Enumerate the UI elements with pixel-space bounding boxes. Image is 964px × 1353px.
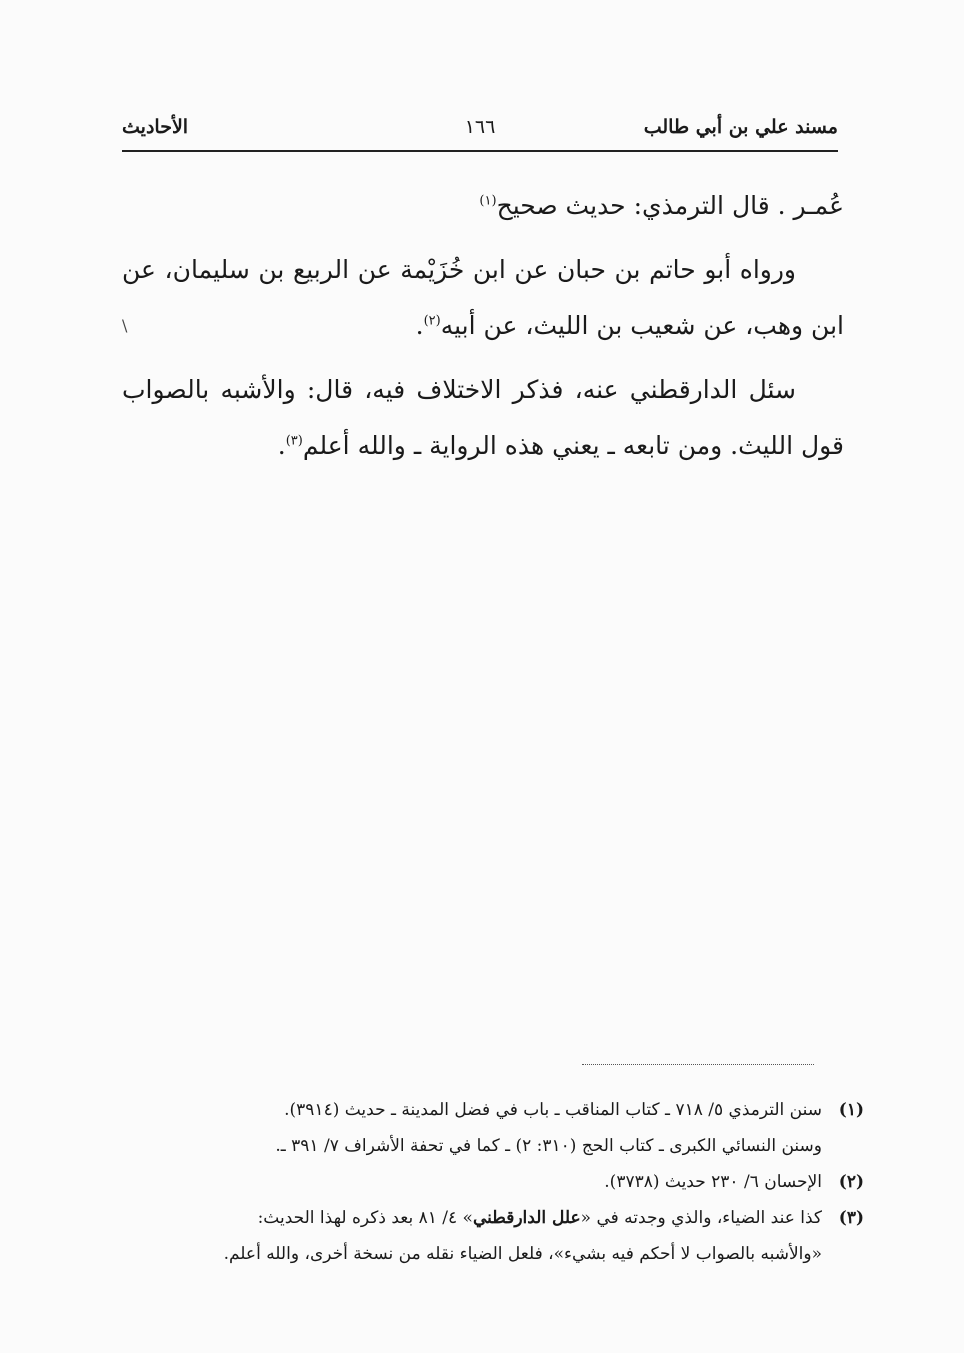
margin-mark: \ — [122, 316, 128, 335]
header-rule — [122, 150, 838, 152]
footnote-separator — [582, 1064, 814, 1065]
paragraph-2 — [122, 242, 844, 354]
footnote-3-text-a: كذا عند الضياء، والذي وجدته في « — [580, 1208, 822, 1228]
page-number: ١٦٦ — [464, 116, 496, 138]
footnote-ref-3: (٣) — [285, 433, 303, 449]
paragraph-1-text: عُمـر . قال الترمذي: حديث صحيح — [496, 191, 844, 220]
section-title: الأحاديث — [122, 116, 189, 138]
footnote-3-text-b: » ٤/ ٨١ بعد ذكره لهذا الحديث: — [257, 1208, 473, 1228]
footnote-2-line-1: الإحسان ٦/ ٢٣٠ حديث (٣٧٣٨). — [604, 1172, 822, 1192]
footnote-1-line-2: وسنن النسائي الكبرى ـ كتاب الحج (٣١٠: ٢) ـ كما في تحفة الأشراف ٧/ ٣٩١ ـ. — [275, 1136, 822, 1156]
main-text — [122, 178, 844, 482]
footnote-1-line-1: سنن الترمذي ٥/ ٧١٨ ـ كتاب المناقب ـ باب في فضل المدينة ـ حديث (٣٩١٤). — [284, 1100, 822, 1120]
footnote-number: (١) — [838, 1100, 864, 1120]
footnote-3-line-2: «والأشبه بالصواب لا أحكم فيه بشيء»، فلعل الضياء نقله من نسخة أخرى، والله أعلم. — [223, 1244, 822, 1264]
footnote-3-line-1 — [140, 1200, 822, 1236]
footnote-number: (٢) — [838, 1172, 864, 1192]
footnotes — [140, 1092, 864, 1272]
paragraph-3-end: . — [277, 431, 286, 460]
paragraph-1 — [122, 178, 844, 234]
footnote-2 — [140, 1164, 864, 1200]
paragraph-2-text: ورواه أبو حاتم بن حبان عن ابن خُزَيْمة عن الربيع بن سليمان، عن ابن وهب، عن شعيب بن الليث، عن أبيه — [122, 255, 844, 340]
paragraph-3 — [122, 362, 844, 474]
footnote-3 — [140, 1200, 864, 1272]
book-title: مسند علي بن أبي طالب — [643, 116, 838, 138]
paragraph-3-text: سئل الدارقطني عنه، فذكر الاختلاف فيه، قال: والأشبه بالصواب قول الليث. ومن تابعه ـ يعني هذه الرواية ـ والله أعلم — [122, 375, 844, 460]
paragraph-2-end: . — [415, 311, 424, 340]
cited-work-title: علل الدارقطني — [472, 1208, 581, 1228]
footnote-ref-2: (٢) — [423, 313, 441, 329]
footnote-1 — [140, 1092, 864, 1164]
running-header — [122, 112, 838, 148]
footnote-ref-1: (١) — [479, 193, 497, 209]
footnote-number: (٣) — [838, 1208, 864, 1228]
